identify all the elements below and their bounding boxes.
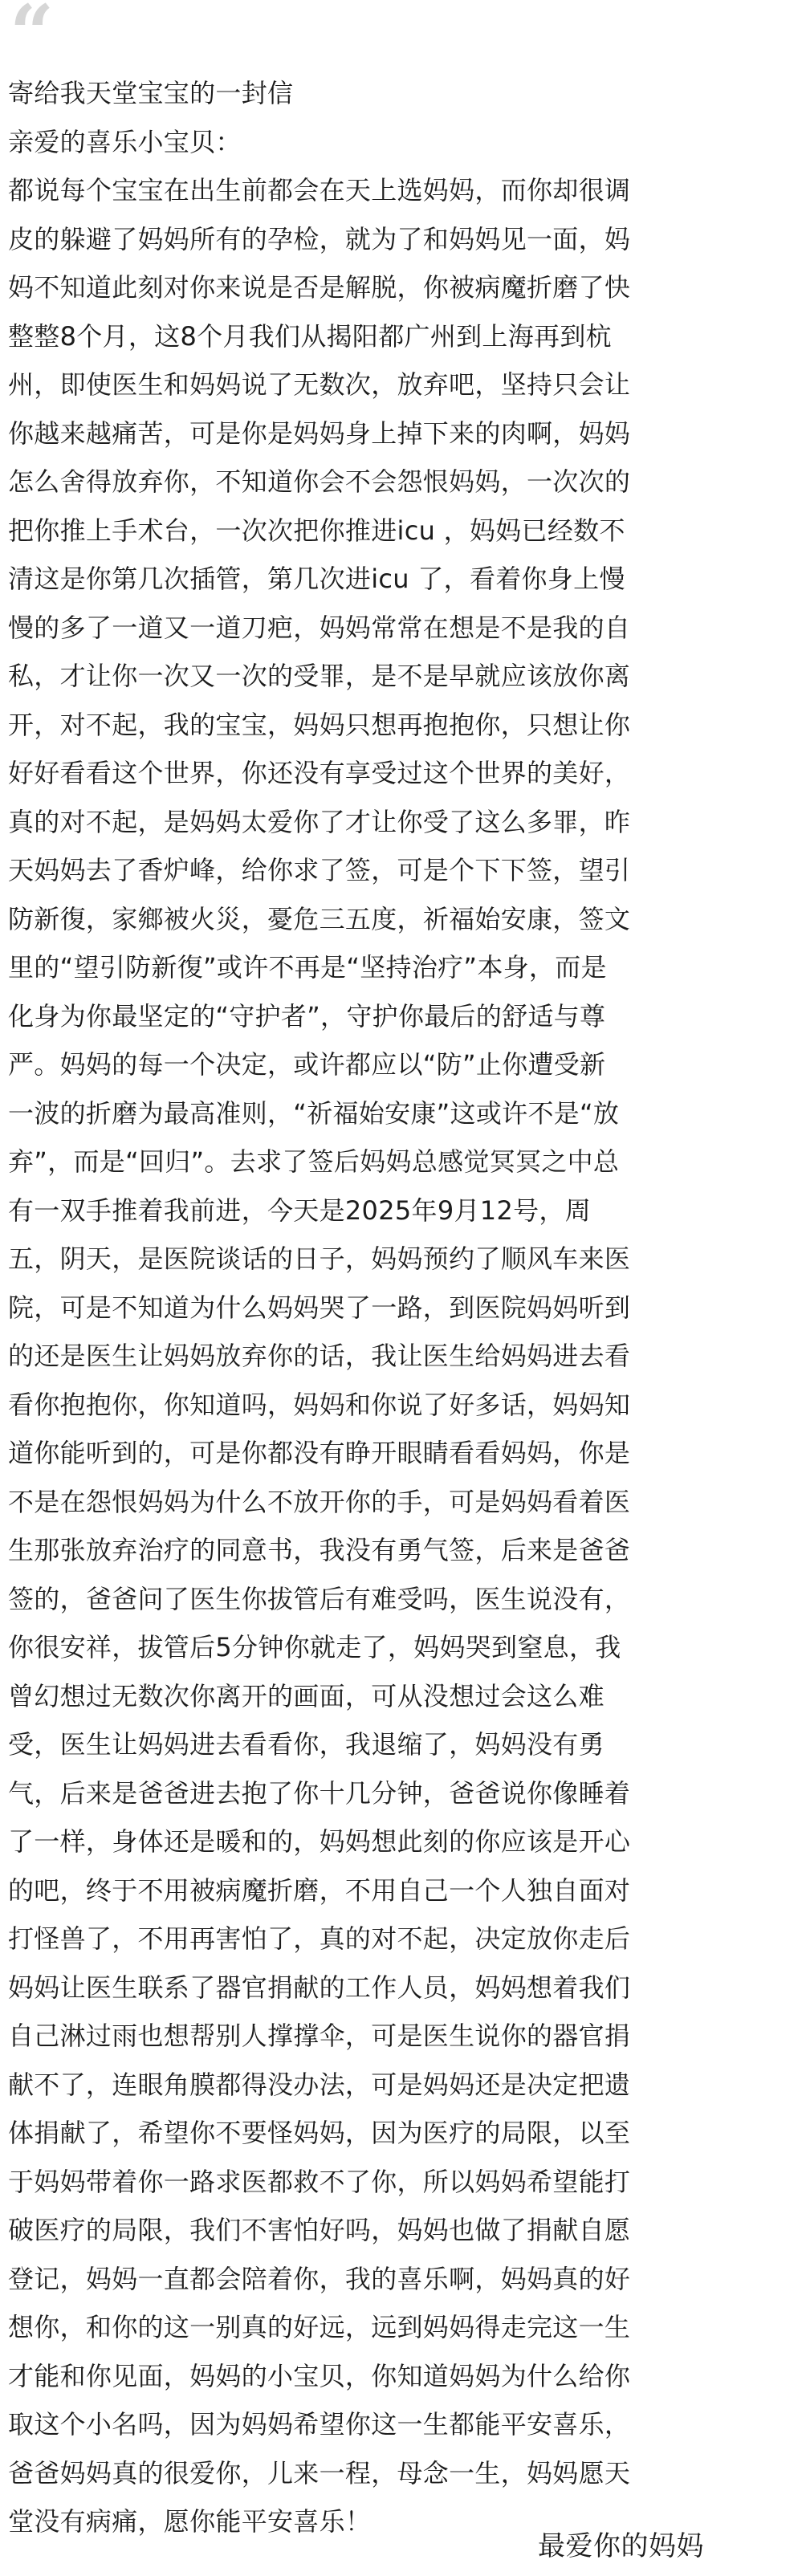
letter-line: 整整8个月，这8个月我们从揭阳都广州到上海再到杭	[8, 320, 612, 352]
letter-line: 的吧，终于不用被病魔折磨，不用自己一个人独自面对	[8, 1874, 631, 1906]
letter-line: 五，阴天，是医院谈话的日子，妈妈预约了顺风车来医	[8, 1243, 631, 1274]
letter-line: 打怪兽了，不用再害怕了，真的对不起，决定放你走后	[8, 1923, 631, 1954]
letter-line: 怎么舍得放弃你，不知道你会不会怨恨妈妈，一次次的	[8, 466, 631, 497]
letter-line: 破医疗的局限，我们不害怕好吗，妈妈也做了捐献自愿	[8, 2215, 631, 2245]
letter-line: 看你抱抱你，你知道吗，妈妈和你说了好多话，妈妈知	[8, 1389, 631, 1420]
letter-line: 妈不知道此刻对你来说是否是解脱，你被病魔折磨了快	[8, 272, 631, 303]
letter-line: 清这是你第几次插管，第几次进icu 了，看着你身上慢	[8, 564, 625, 594]
letter-line: 爸爸妈妈真的很爱你，儿来一程，母念一生，妈妈愿天	[8, 2457, 631, 2489]
letter-line: 院，可是不知道为什么妈妈哭了一路，到医院妈妈听到	[8, 1292, 631, 1323]
letter-line: 化身为你最坚定的“守护者”，守护你最后的舒适与尊	[8, 1000, 606, 1032]
letter-line: 你很安祥，拔管后5分钟你就走了，妈妈哭到窒息，我	[8, 1632, 621, 1662]
letter-line: 你越来越痛苦，可是你是妈妈身上掉下来的肉啊，妈妈	[8, 417, 631, 449]
letter-line: 严。妈妈的每一个决定，或许都应以“防”止你遭受新	[8, 1049, 606, 1080]
letter-line: 生那张放弃治疗的同意书，我没有勇气签，后来是爸爸	[8, 1535, 631, 1565]
letter-line: 里的“望引防新復”或许不再是“坚持治疗”本身，而是	[8, 952, 607, 983]
letter-line: 于妈妈带着你一路求医都救不了你，所以妈妈希望能打	[8, 2166, 631, 2197]
letter-line: 好好看看这个世界，你还没有享受过这个世界的美好，	[8, 758, 631, 788]
letter-line: 开，对不起，我的宝宝，妈妈只想再抱抱你，只想让你	[8, 709, 631, 740]
open-quote-icon: “	[10, 0, 55, 79]
letter-line: 私，才让你一次又一次的受罪，是不是早就应该放你离	[8, 661, 631, 691]
letter-title: 寄给我天堂宝宝的一封信	[8, 78, 294, 108]
letter-line: 取这个小名吗，因为妈妈希望你这一生都能平安喜乐，	[8, 2409, 631, 2440]
letter-line: 了一样，身体还是暖和的，妈妈想此刻的你应该是开心	[8, 1826, 631, 1857]
letter-line: 把你推上手术台，一次次把你推进icu ，妈妈已经数不	[8, 515, 625, 546]
letter-paragraph	[8, 166, 798, 2546]
letter-line: 天妈妈去了香炉峰，给你求了签，可是个下下签，望引	[8, 855, 631, 885]
letter-line: 都说每个宝宝在出生前都会在天上选妈妈，而你却很调	[8, 175, 631, 206]
letter-line: 真的对不起，是妈妈太爱你了才让你受了这么多罪，昨	[8, 806, 631, 837]
letter-line: 皮的躲避了妈妈所有的孕检，就为了和妈妈见一面，妈	[8, 223, 631, 254]
letter-line: 有一双手推着我前进，今天是2025年9月12号，周	[8, 1194, 592, 1226]
letter-line: 不是在怨恨妈妈为什么不放开你的手，可是妈妈看着医	[8, 1486, 631, 1517]
letter-line: 堂没有病痛，愿你能平安喜乐！	[8, 2506, 372, 2537]
letter-line: 慢的多了一道又一道刀疤，妈妈常常在想是不是我的自	[8, 612, 631, 643]
letter-line: 才能和你见面，妈妈的小宝贝，你知道妈妈为什么给你	[8, 2360, 631, 2391]
letter-line: 登记，妈妈一直都会陪着你，我的喜乐啊，妈妈真的好	[8, 2263, 631, 2294]
letter-line: 体捐献了，希望你不要怪妈妈，因为医疗的局限，以至	[8, 2118, 631, 2148]
letter-greeting: 亲爱的喜乐小宝贝：	[8, 126, 242, 157]
letter-line: 受，医生让妈妈进去看看你，我退缩了，妈妈没有勇	[8, 1729, 604, 1760]
letter-line: 自己淋过雨也想帮别人撑撑伞，可是医生说你的器官捐	[8, 2021, 631, 2051]
letter-line: 道你能听到的，可是你都没有睁开眼睛看看妈妈，你是	[8, 1438, 631, 1468]
letter-body	[8, 69, 798, 2546]
letter-line: 州，即使医生和妈妈说了无数次，放弃吧，坚持只会让	[8, 369, 631, 400]
letter-signature: 最爱你的妈妈	[538, 2530, 704, 2562]
letter-line: 的还是医生让妈妈放弃你的话，我让医生给妈妈进去看	[8, 1341, 631, 1371]
letter-line: 签的，爸爸问了医生你拔管后有难受吗，医生说没有，	[8, 1583, 631, 1614]
letter-line: 献不了，连眼角膜都得没办法，可是妈妈还是决定把遗	[8, 2069, 631, 2100]
letter-line: 想你，和你的这一别真的好远，远到妈妈得走完这一生	[8, 2312, 631, 2342]
letter-line: 妈妈让医生联系了器官捐献的工作人员，妈妈想着我们	[8, 1972, 631, 2003]
letter-line: 防新復，家鄉被火災，憂危三五度，祈福始安康，签文	[8, 903, 631, 934]
letter-line: 一波的折磨为最高准则，“祈福始安康”这或许不是“放	[8, 1097, 620, 1129]
letter-line: 曾幻想过无数次你离开的画面，可从没想过会这么难	[8, 1680, 604, 1711]
letter-line: 气，后来是爸爸进去抱了你十几分钟，爸爸说你像睡着	[8, 1777, 631, 1809]
letter-line: 弃”，而是“回归”。去求了签后妈妈总感觉冥冥之中总	[8, 1146, 620, 1177]
